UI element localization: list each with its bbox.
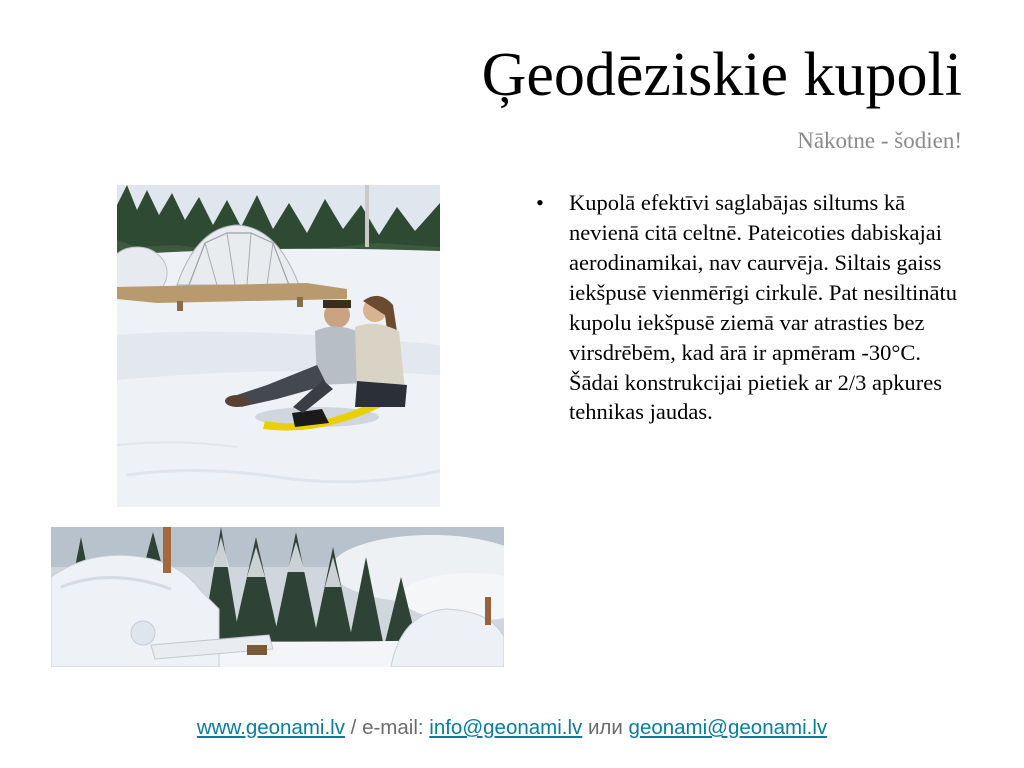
bullet-list (536, 188, 968, 427)
footer-separator-email: / e-mail: (344, 716, 430, 739)
website-link[interactable]: www.geonami.lv (196, 716, 345, 739)
bullet-text: Kupolā efektīvi saglabājas siltums kā nevienā citā celtnē. Pateicoties dabiskajai aerodinamikai, nav caurvēja. Siltais gaiss iekšpusē vienmērīgi cirkulē. Pat nesiltinātu kupolu iekšpusē ziemā var atrasties bez virsdrēbēm, kad ārā ir apmēram -30°C. Šādai konstrukcijai pietiek ar 2/3 apkures tehnikas jaudas. (569, 190, 958, 425)
bullet-icon: • (536, 190, 544, 215)
email-link-geonami[interactable]: geonami@geonami.lv (628, 716, 828, 739)
slide-subtitle: Nākotne - šodien! (797, 128, 962, 153)
footer-separator-or: или (582, 716, 629, 739)
slide-title: Ģeodēziskie kupoli (481, 41, 962, 109)
list-item (536, 188, 968, 427)
email-link-info[interactable]: info@geonami.lv (429, 716, 583, 739)
sledding-photo (117, 185, 440, 507)
snow-domes-photo (51, 527, 504, 667)
footer-contacts (0, 716, 1024, 740)
